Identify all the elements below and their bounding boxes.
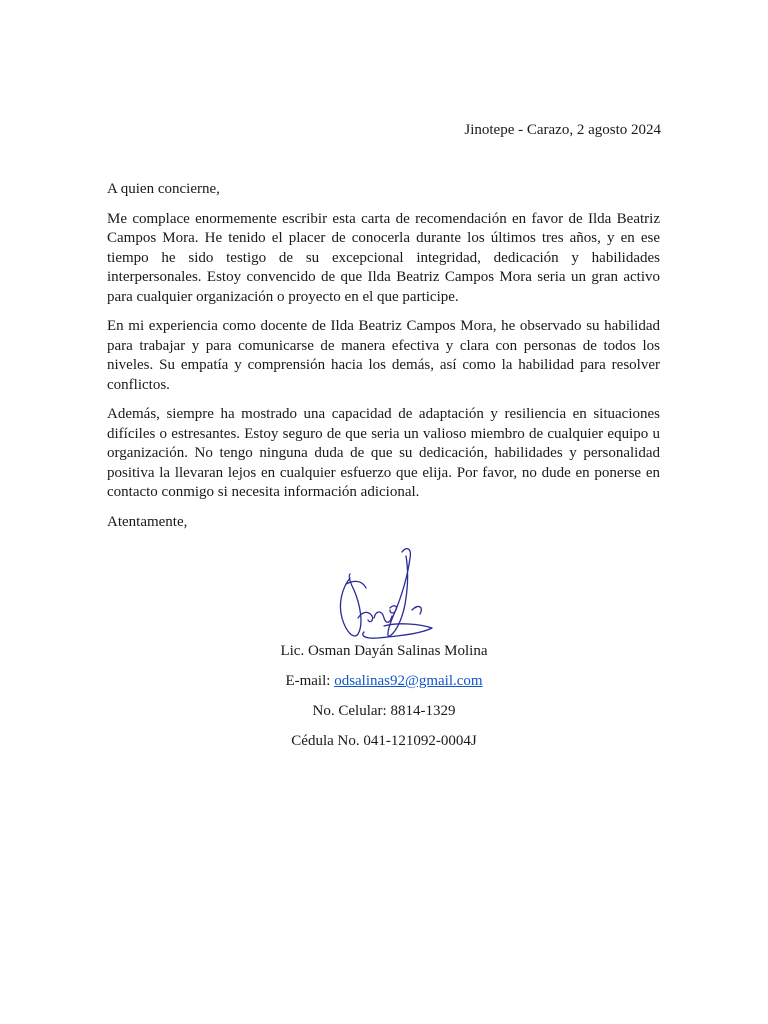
letter-body bbox=[107, 180, 660, 542]
place-date: Jinotepe - Carazo, 2 agosto 2024 bbox=[464, 122, 661, 138]
handwritten-signature bbox=[328, 544, 438, 644]
email-link[interactable]: odsalinas92@gmail.com bbox=[334, 673, 483, 689]
paragraph-2: En mi experiencia como docente de Ilda Beatriz Campos Mora, he observado su habilidad para trabajar y para comunicarse de manera efectiva y clara con personas de todos los niveles. Su empatía y comprensión hacia los demás, así como la habilidad para resolver conflictos. bbox=[107, 318, 660, 393]
signer-name: Lic. Osman Dayán Salinas Molina bbox=[280, 643, 488, 659]
signer-phone: No. Celular: 8814-1329 bbox=[312, 703, 456, 719]
signer-id-number: Cédula No. 041-121092-0004J bbox=[291, 733, 477, 749]
email-label: E-mail: bbox=[285, 673, 335, 689]
signer-email-line bbox=[0, 672, 768, 692]
salutation: A quien concierne, bbox=[107, 181, 220, 197]
closing: Atentamente, bbox=[107, 513, 188, 530]
paragraph-1: Me complace enormemente escribir esta carta de recomendación en favor de Ilda Beatriz Campos Mora. He tenido el placer de conocerla durante los últimos tres años, y en ese tiempo he sido testigo de su excepcional integridad, dedicación y habilidades interpersonales. Estoy convencido de que Ilda Beatriz Campos Mora seria un gran activo para cualquier organización o proyecto en el que participe. bbox=[107, 210, 660, 305]
paragraph-3: Además, siempre ha mostrado una capacidad de adaptación y resiliencia en situaciones difíciles o estresantes. Estoy seguro de que seria un valioso miembro de cualquier equipo u organización. No tengo ninguna duda de que su dedicación, habilidades y personalidad positiva la llevaran lejos en cualquier esfuerzo que elija. Por favor, no dude en ponerse en contacto conmigo si necesita información adicional. bbox=[107, 406, 660, 500]
